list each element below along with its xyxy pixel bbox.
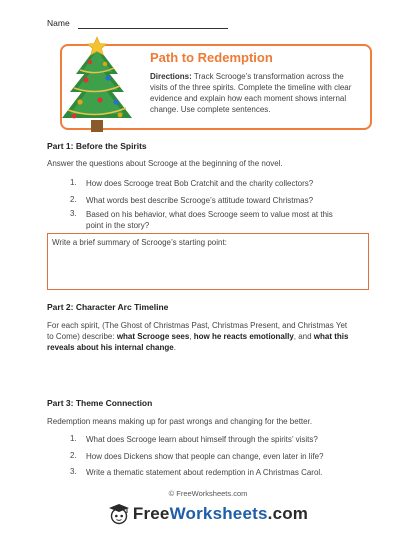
part3-intro: Redemption means making up for past wrongs and changing for the better. [47,417,313,426]
part3-q3-number: 3. [70,467,77,476]
logo-com: .com [267,504,309,523]
directions-text [150,71,362,115]
part2-line1: For each spirit, (The Ghost of Christmas Past, Christmas Present, and Christmas Yet [47,321,348,330]
summary-label: Write a brief summary of Scrooge’s starting point: [52,238,227,247]
logo-free: Free [132,504,170,523]
part2-comma: , [189,332,194,341]
footer-copyright-link[interactable]: © FreeWorksheets.com [168,489,248,498]
part1-q2-text: What words best describe Scrooge’s attitude toward Christmas? [86,196,314,205]
part1-heading: Part 1: Before the Spirits [47,141,147,151]
part3-heading: Part 3: Theme Connection [47,398,153,408]
part3-q1-number: 1. [70,434,77,443]
part3-q3-text: Write a thematic statement about redemption in A Christmas Carol. [86,468,323,477]
name-field[interactable] [78,28,228,29]
part1-intro: Answer the questions about Scrooge at the beginning of the novel. [47,159,283,168]
part2-line2-start: to Come) describe: [47,332,117,341]
part1-q2-number: 2. [70,195,77,204]
part3-q2-text: How does Dickens show that people can change, even later in life? [86,452,324,461]
logo-wordmark [133,504,308,524]
part2-emphasis-reveals-end: reveals about his internal change [47,343,174,352]
part2-heading: Part 2: Character Arc Timeline [47,302,169,312]
part3-q1-text: What does Scrooge learn about himself through the spirits’ visits? [86,435,318,444]
christmas-tree-icon [56,36,138,136]
part1-q3-line1: Based on his behavior, what does Scrooge seem to value most at this [86,210,333,219]
part1-q3-number: 3. [70,209,77,218]
page-title: Path to Redemption [150,50,273,65]
directions-body: Track Scrooge’s transformation across the visits of the three spirits. Complete the timeline with clear evidence and explain how each moment shows internal change. Use complete sentences. [150,72,352,114]
directions-label: Directions: [150,72,192,81]
part2-period: . [173,343,176,352]
part2-emphasis-reacts: how he reacts emotionally [193,332,294,341]
graduation-cap-icon [108,503,130,525]
part1-q3-line2: point in the story? [86,221,150,230]
name-label: Name [47,18,70,28]
logo-worksheets: Worksheets [169,504,268,523]
part2-paragraph [47,320,377,353]
part2-and: , and [293,332,314,341]
part2-emphasis-reveals-start: what this [313,332,349,341]
part1-q1-number: 1. [70,178,77,187]
part3-q2-number: 2. [70,451,77,460]
part2-emphasis-sees: what Scrooge sees [116,332,190,341]
freeworksheets-logo [0,499,416,529]
part1-q1-text: How does Scrooge treat Bob Cratchit and the charity collectors? [86,179,314,188]
